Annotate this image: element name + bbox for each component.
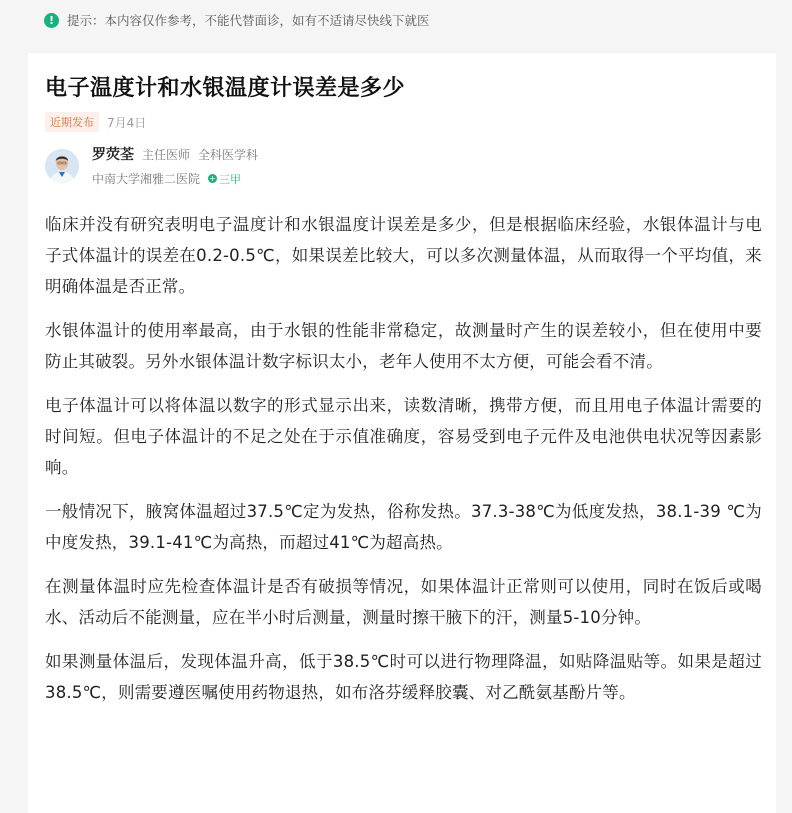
article-paragraph: 电子体温计可以将体温以数字的形式显示出来，读数清晰，携带方便，而且用电子体温计需要的时间短。但电子体温计的不足之处在于示值准确度，容易受到电子元件及电池供电状况等因素影响。	[45, 396, 762, 477]
disclaimer-notice	[0, 0, 792, 40]
author-department: 全科医学科	[198, 148, 259, 162]
article-body	[45, 209, 762, 708]
hospital-grade-badge	[208, 171, 241, 187]
article-meta	[45, 112, 776, 132]
article-card	[28, 53, 776, 813]
avatar[interactable]	[45, 149, 79, 183]
article-paragraph: 临床并没有研究表明电子温度计和水银温度计误差是多少，但是根据临床经验，水银体温计与电子式体温计的误差在0.2-0.5℃，如果误差比较大，可以多次测量体温，从而取得一个平均值，来明确体温是否正常。	[45, 215, 762, 296]
author-hospital[interactable]: 中南大学湘雅二医院	[92, 172, 201, 186]
article-paragraph: 在测量体温时应先检查体温计是否有破损等情况，如果体温计正常则可以使用，同时在饭后或喝水、活动后不能测量，应在半小时后测量，测量时擦干腋下的汗，测量5-10分钟。	[45, 577, 762, 627]
article-paragraph: 如果测量体温后，发现体温升高，低于38.5℃时可以进行物理降温，如贴降温贴等。如果是超过38.5℃，则需要遵医嘱使用药物退热，如布洛芬缓释胶囊、对乙酰氨基酚片等。	[45, 652, 762, 702]
author-block[interactable]	[45, 144, 776, 187]
author-name[interactable]: 罗荧荃	[92, 147, 134, 163]
hospital-grade-label: 三甲	[219, 172, 242, 186]
doctor-avatar-icon	[45, 149, 79, 183]
info-icon: !	[44, 13, 59, 28]
plus-icon: +	[209, 174, 216, 183]
author-title: 主任医师	[142, 148, 191, 162]
publish-date: 7月4日	[107, 115, 147, 130]
article-title: 电子温度计和水银温度计误差是多少	[45, 76, 406, 101]
recent-badge: 近期发布	[45, 112, 99, 132]
disclaimer-text: 提示：本内容仅作参考，不能代替面诊，如有不适请尽快线下就医	[67, 13, 430, 28]
article-paragraph: 水银体温计的使用率最高，由于水银的性能非常稳定，故测量时产生的误差较小，但在使用中要防止其破裂。另外水银体温计数字标识太小，老年人使用不太方便，可能会看不清。	[45, 321, 762, 371]
article-paragraph: 一般情况下，腋窝体温超过37.5℃定为发热，俗称发热。37.3-38℃为低度发热，38.1-39 ℃为中度发热，39.1-41℃为高热，而超过41℃为超高热。	[45, 502, 762, 552]
